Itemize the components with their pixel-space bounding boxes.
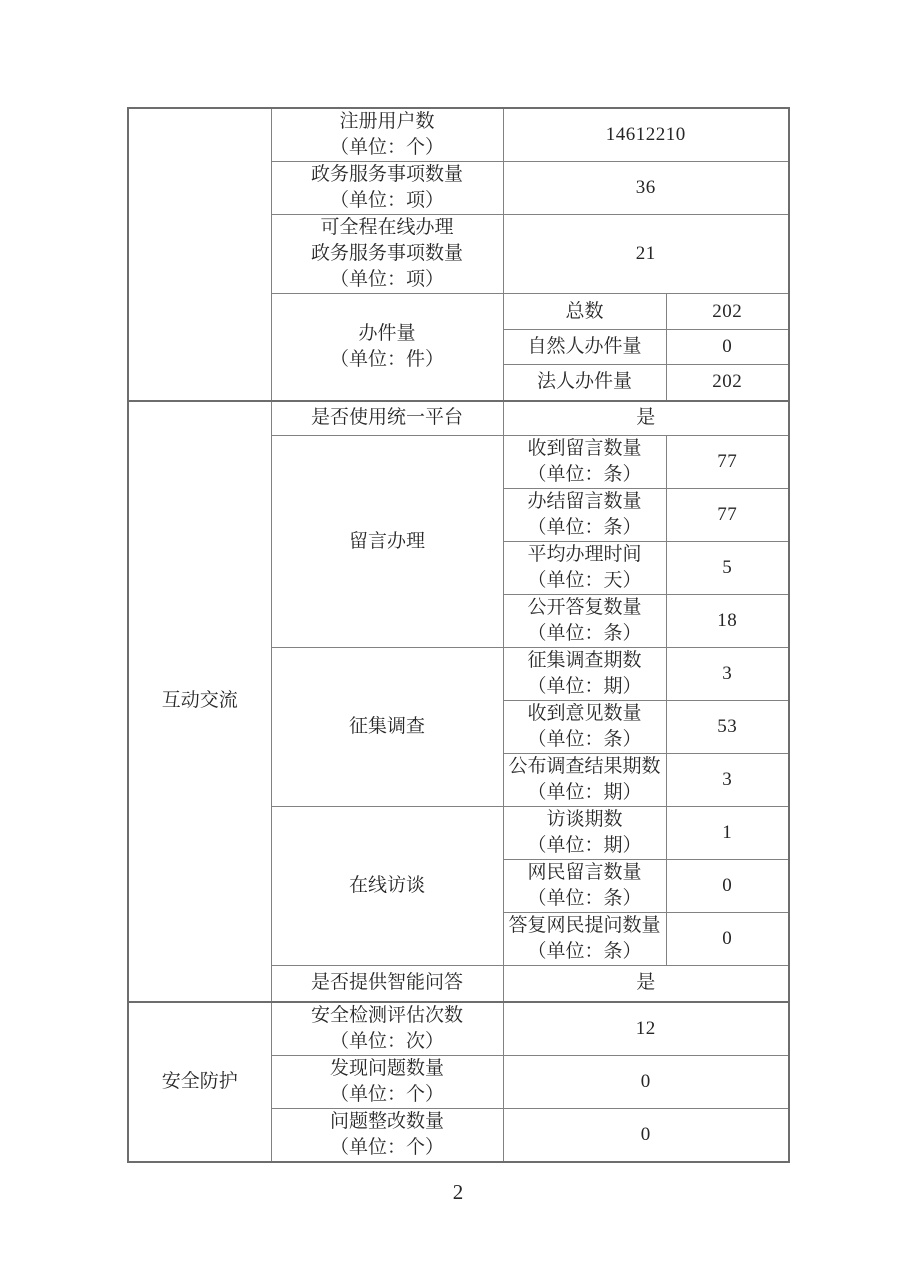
item-label-cell (271, 1002, 503, 1056)
label-line: 政务服务事项数量 (310, 164, 463, 185)
item-label-cell: 征集调查 (271, 648, 503, 807)
unit-line: （单位：条） (527, 888, 642, 909)
item-label-cell: 是否使用统一平台 (271, 401, 503, 436)
value-cell: 1 (666, 807, 789, 860)
value-cell: 53 (666, 701, 789, 754)
value-cell: 12 (503, 1002, 789, 1056)
item-label-cell: 是否提供智能问答 (271, 966, 503, 1002)
value-cell: 是 (503, 966, 789, 1002)
value-cell: 202 (666, 294, 789, 330)
sub-label-cell (503, 701, 666, 754)
unit-line: （单位：件） (329, 348, 444, 370)
item-label-cell (271, 108, 503, 162)
label-line: 收到留言数量 (527, 438, 642, 459)
sub-label-cell: 法人办件量 (503, 365, 666, 401)
unit-line: （单位：项） (329, 190, 444, 211)
item-label-cell: 留言办理 (271, 436, 503, 648)
sub-label-cell: 自然人办件量 (503, 330, 666, 365)
label-line: 发现问题数量 (329, 1057, 444, 1079)
label-line: 网民留言数量 (527, 862, 642, 883)
label-line: 平均办理时间 (527, 544, 642, 565)
unit-line: （单位：期） (527, 835, 642, 856)
unit-line: （单位：条） (527, 941, 642, 962)
item-label-cell (271, 294, 503, 401)
sub-label-cell (503, 489, 666, 542)
value-cell: 0 (503, 1108, 789, 1162)
value-cell: 5 (666, 542, 789, 595)
value-cell: 0 (503, 1055, 789, 1108)
value-cell: 3 (666, 754, 789, 807)
value-cell: 77 (666, 489, 789, 542)
statistics-table-wrap (127, 107, 790, 1163)
item-label-cell (271, 215, 503, 294)
value-cell: 3 (666, 648, 789, 701)
label-line: 公开答复数量 (527, 597, 642, 618)
sub-label-cell (503, 595, 666, 648)
category-cell: 安全防护 (128, 1002, 271, 1162)
sub-label-cell: 总数 (503, 294, 666, 330)
unit-line: （单位：天） (527, 570, 642, 591)
value-cell: 202 (666, 365, 789, 401)
label-line: 访谈期数 (546, 809, 623, 830)
value-cell: 0 (666, 330, 789, 365)
unit-line: （单位：个） (329, 1136, 444, 1158)
sub-label-cell (503, 754, 666, 807)
value-cell: 0 (666, 913, 789, 966)
value-cell: 77 (666, 436, 789, 489)
value-cell: 36 (503, 162, 789, 215)
item-label-cell (271, 162, 503, 215)
unit-line: （单位：条） (527, 517, 642, 538)
category-cell-blank (128, 108, 271, 401)
item-label-cell (271, 1055, 503, 1108)
sub-label-cell (503, 648, 666, 701)
sub-label-cell (503, 436, 666, 489)
item-label-cell (271, 1108, 503, 1162)
label-line: 问题整改数量 (329, 1110, 444, 1132)
value-cell: 14612210 (503, 108, 789, 162)
sub-label-cell (503, 542, 666, 595)
sub-label-cell (503, 860, 666, 913)
label-line: 答复网民提问数量 (508, 915, 661, 936)
unit-line: （单位：条） (527, 464, 642, 485)
unit-line: （单位：次） (329, 1030, 444, 1052)
unit-line: （单位：条） (527, 623, 642, 644)
item-label-cell: 在线访谈 (271, 807, 503, 966)
label-line: 安全检测评估次数 (310, 1004, 463, 1026)
label-line: 注册用户数 (339, 111, 435, 132)
label-line: 办件量 (358, 322, 416, 344)
sub-label-cell (503, 807, 666, 860)
value-cell: 18 (666, 595, 789, 648)
label-line: 政务服务事项数量 (310, 243, 463, 264)
label-line: 办结留言数量 (527, 491, 642, 512)
label-line: 收到意见数量 (527, 703, 642, 724)
unit-line: （单位：期） (527, 676, 642, 697)
unit-line: （单位：期） (527, 782, 642, 803)
statistics-table (127, 107, 790, 1163)
unit-line: （单位：条） (527, 729, 642, 750)
label-line: 征集调查期数 (527, 650, 642, 671)
label-line: 公布调查结果期数 (508, 756, 661, 777)
sub-label-cell (503, 913, 666, 966)
unit-line: （单位：个） (329, 1083, 444, 1105)
page-number: 2 (452, 1180, 464, 1204)
value-cell: 21 (503, 215, 789, 294)
unit-line: （单位：项） (329, 269, 444, 290)
unit-line: （单位：个） (329, 137, 444, 158)
value-cell: 是 (503, 401, 789, 436)
label-line: 可全程在线办理 (320, 217, 454, 238)
value-cell: 0 (666, 860, 789, 913)
category-cell: 互动交流 (128, 401, 271, 1002)
